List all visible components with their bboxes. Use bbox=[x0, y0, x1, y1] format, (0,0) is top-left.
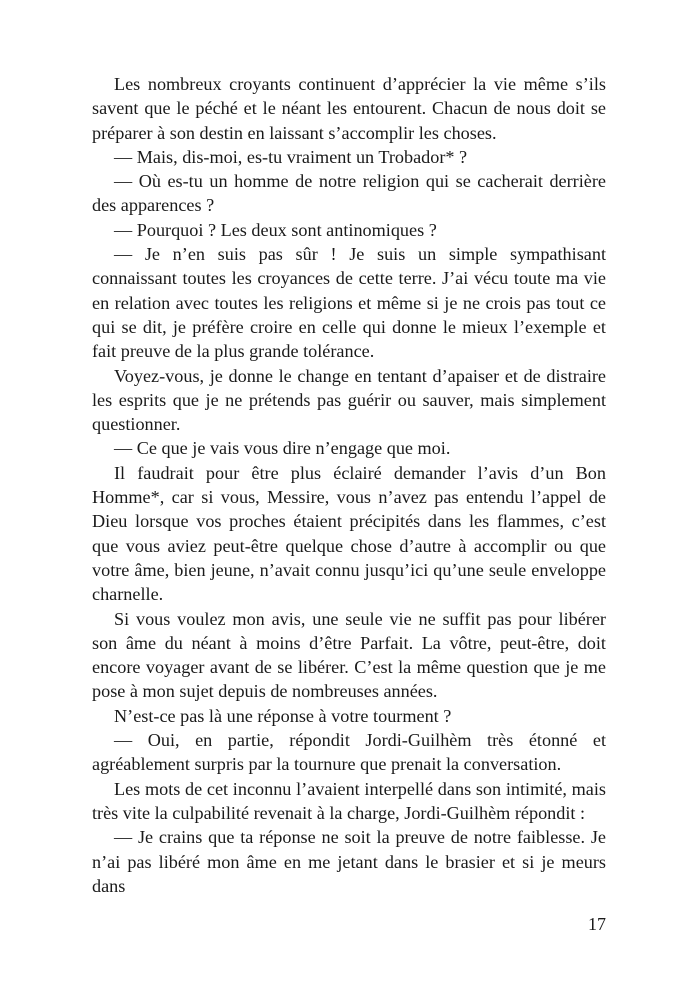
paragraph: Voyez-vous, je donne le change en tentant d’apaiser et de distraire les esprits que je ne prétends pas guérir ou sauver, mais simplement questionner. bbox=[92, 365, 606, 435]
book-page-text bbox=[92, 72, 606, 898]
page-number: 17 bbox=[588, 914, 606, 934]
paragraph: — Ce que je vais vous dire n’engage que moi. bbox=[114, 438, 451, 459]
paragraph: Si vous voulez mon avis, une seule vie ne suffit pas pour libérer son âme du néant à moins d’être Parfait. La vôtre, peut-être, doit encore voyager avant de se libérer. C’est la même question que je me pose à mon sujet depuis de nombreuses années. bbox=[92, 608, 606, 702]
paragraph: Les nombreux croyants continuent d’apprécier la vie même s’ils savent que le péché et le néant les entourent. Chacun de nous doit se préparer à son destin en laissant s’accomplir les choses. bbox=[92, 74, 606, 143]
paragraph: — Oui, en partie, répondit Jordi-Guilhèm très étonné et agréablement surpris par la tournure que prenait la conversation. bbox=[92, 730, 606, 775]
paragraph: — Pourquoi ? Les deux sont antinomiques ? bbox=[114, 219, 437, 240]
paragraph: N’est-ce pas là une réponse à votre tourment ? bbox=[114, 705, 452, 726]
paragraph: — Où es-tu un homme de notre religion qui se cacherait derrière des apparences ? bbox=[92, 171, 606, 216]
paragraph: — Mais, dis-moi, es-tu vraiment un Trobador* ? bbox=[114, 146, 468, 167]
paragraph: Il faudrait pour être plus éclairé demander l’avis d’un Bon Homme*, car si vous, Messire, vous n’avez pas entendu l’appel de Dieu lorsque vos proches étaient précipités dans les flammes, c’est que vous aviez peut-être quelque chose d’autre à accomplir ou que votre âme, bien jeune, n’avait connu jusqu’ici qu’une seule enveloppe charnelle. bbox=[92, 462, 606, 605]
paragraph: — Je n’en suis pas sûr ! Je suis un simple sympathisant connaissant toutes les croyances de cette terre. J’ai vécu toute ma vie en relation avec toutes les religions et même si je ne crois pas tout ce qui se dit, je préfère croire en celle qui donne le mieux l’exemple et fait preuve de la plus grande tolérance. bbox=[92, 244, 606, 362]
paragraph: Les mots de cet inconnu l’avaient interpellé dans son intimité, mais très vite la culpabilité revenait à la charge, Jordi-Guilhèm répondit : bbox=[92, 778, 606, 823]
paragraph: — Je crains que ta réponse ne soit la preuve de notre faiblesse. Je n’ai pas libéré mon âme en me jetant dans le brasier et si je meurs dans bbox=[92, 827, 606, 896]
